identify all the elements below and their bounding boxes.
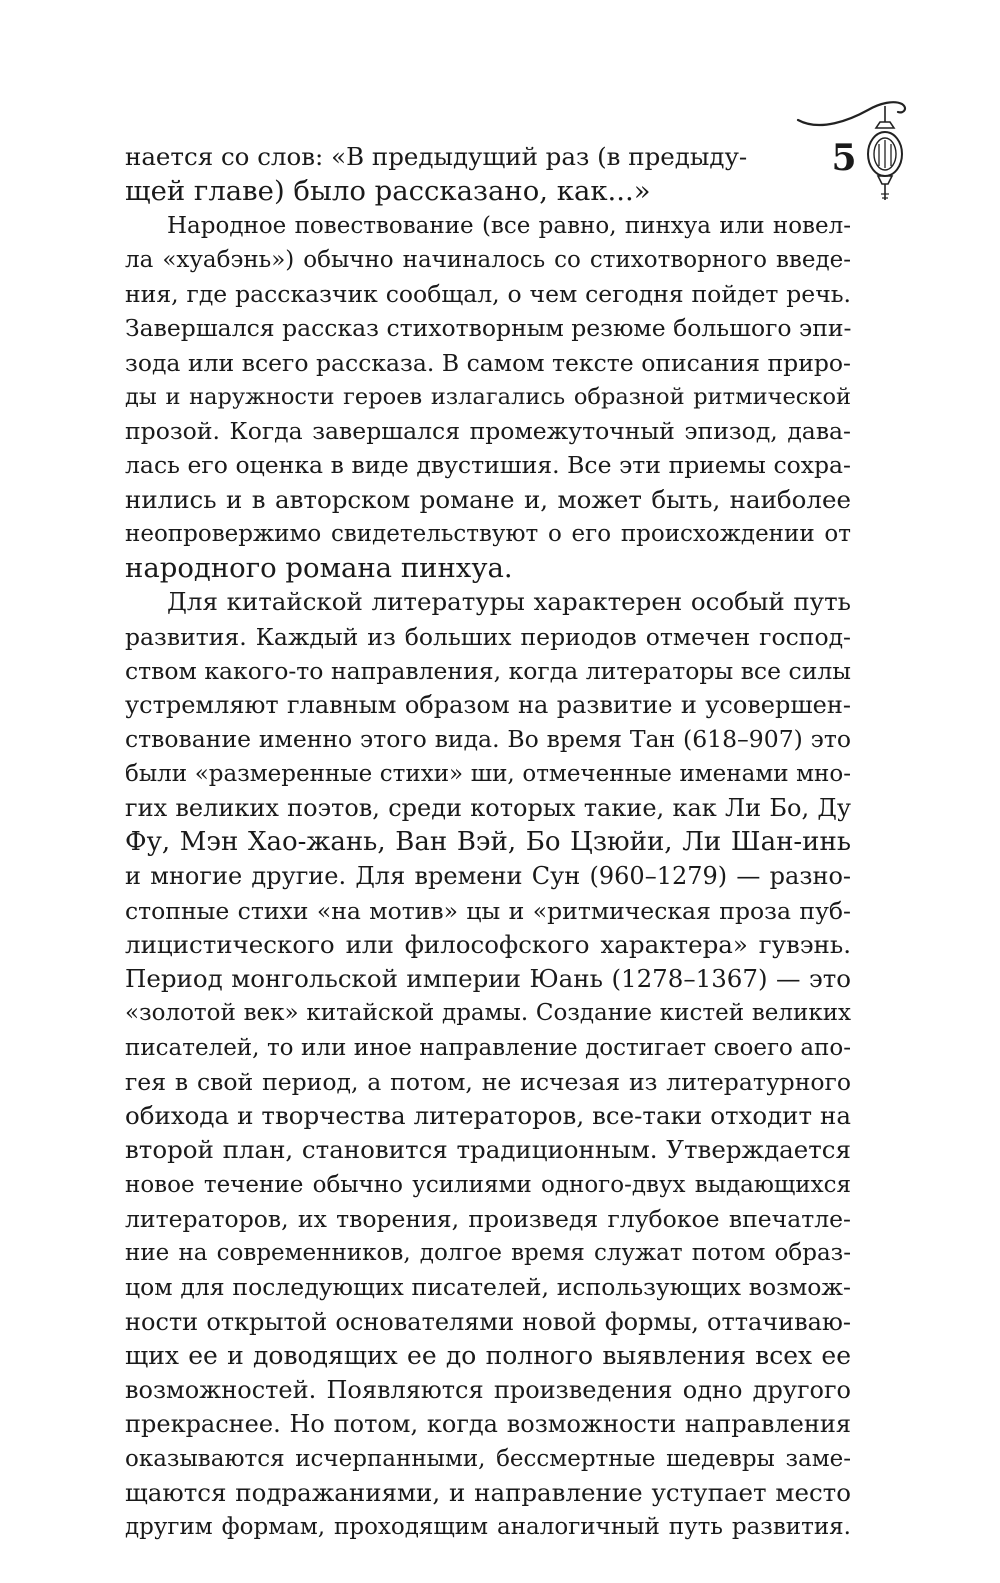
- text-line: ствование именно этого вида. Во время Тан (618–907) это: [125, 725, 851, 754]
- text-line: оказываются исчерпанными, бессмертные шедевры заме-: [125, 1445, 851, 1472]
- text-line: зода или всего рассказа. В самом тексте описания приро-: [125, 348, 851, 377]
- text-line: возможностей. Появляются произведения одно другого: [125, 1376, 851, 1404]
- text-line: гих великих поэтов, среди которых такие, как Ли Бо, Ду: [125, 793, 851, 822]
- text-line: ством какого-то направления, когда литераторы все силы: [125, 656, 851, 685]
- text-line: Период монгольской империи Юань (1278–1367) — это: [125, 964, 851, 993]
- text-line: Завершался рассказ стихотворным резюме большого эпи-: [125, 314, 852, 343]
- text-line: лицистического или философского характера» гувэнь.: [125, 929, 851, 959]
- paragraph-first-line: Народное повествование (все равно, пинхуа или новел-: [167, 212, 851, 239]
- paragraph-first-line: Для китайской литературы характерен особый путь: [167, 587, 851, 617]
- text-line: Фу, Мэн Хао-жань, Ван Вэй, Бо Цзюйи, Ли Шан-инь: [125, 827, 851, 857]
- text-line: нились и в авторском романе и, может быть, наиболее: [125, 484, 851, 514]
- text-line: «золотой век» китайской драмы. Создание кистей великих: [125, 1000, 851, 1027]
- text-line: стопные стихи «на мотив» цы и «ритмическая проза пуб-: [125, 896, 851, 925]
- text-line: цом для последующих писателей, использующих возмож-: [125, 1273, 851, 1302]
- text-line: гея в свой период, а потом, не исчезая из литературного: [125, 1067, 851, 1096]
- text-line: народного романа пинхуа.: [125, 552, 513, 584]
- text-line: ности открытой основателями новой формы, оттачиваю-: [125, 1307, 851, 1336]
- text-line: обихода и творчества литераторов, все-таки отходит на: [125, 1101, 851, 1130]
- text-line: нается со слов: «В предыдущий раз (в предыду-: [125, 142, 748, 171]
- text-line: литераторов, их творения, произведя глубокое впечатле-: [125, 1204, 851, 1233]
- text-line: и многие другие. Для времени Сун (960–1279) — разно-: [125, 862, 851, 891]
- text-line: щих ее и доводящих ее до полного выявления всех ее: [125, 1340, 851, 1370]
- text-line: другим формам, проходящим аналогичный путь развития.: [125, 1514, 851, 1540]
- text-line: ние на современников, долгое время служат потом образ-: [125, 1240, 851, 1266]
- body-text: [125, 140, 851, 1544]
- text-line: лась его оценка в виде двустишия. Все эти приемы сохра-: [125, 451, 851, 480]
- text-line: ла «хуабэнь») обычно начиналось со стихотворного введе-: [125, 246, 851, 273]
- text-line: второй план, становится традиционным. Утверждается: [125, 1135, 851, 1165]
- text-line: устремляют главным образом на развитие и усовершен-: [125, 691, 851, 719]
- text-line: развития. Каждый из больших периодов отмечен господ-: [125, 622, 851, 651]
- text-line: были «размеренные стихи» ши, отмеченные именами мно-: [125, 760, 851, 787]
- text-line: новое течение обычно усилиями одного-двух выдающихся: [125, 1171, 851, 1198]
- page-number: 5: [831, 137, 857, 179]
- text-line: прекраснее. Но потом, когда возможности направления: [125, 1410, 851, 1439]
- text-line: писателей, то или иное направление достигает своего апо-: [125, 1034, 851, 1061]
- text-line: прозой. Когда завершался промежуточный эпизод, дава-: [125, 417, 851, 445]
- text-line: ния, где рассказчик сообщал, о чем сегодня пойдет речь.: [125, 280, 851, 308]
- text-line: неопровержимо свидетельствуют о его происхождении от: [125, 520, 851, 547]
- text-line: ды и наружности героев излагались образной ритмической: [125, 383, 851, 410]
- text-line: щей главе) было рассказано, как...»: [125, 175, 651, 208]
- text-line: щаются подражаниями, и направление уступает место: [125, 1477, 851, 1507]
